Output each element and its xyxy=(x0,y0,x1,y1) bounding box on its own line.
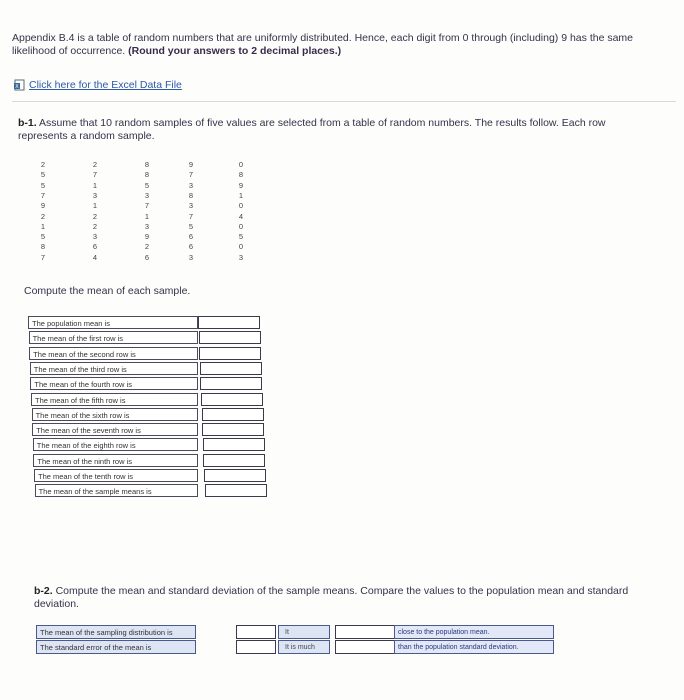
mean-row-label: The mean of the ninth row is xyxy=(33,454,198,467)
b2-label: b-2. xyxy=(34,585,53,597)
random-table-cell: 0 xyxy=(238,201,244,211)
sampling-mean-label: The mean of the sampling distribution is xyxy=(36,625,196,639)
mean-row-input[interactable] xyxy=(205,484,267,497)
random-table-cell: 8 xyxy=(238,170,244,180)
excel-file-icon xyxy=(14,79,26,91)
compute-instruction: Compute the mean of each sample. xyxy=(24,285,191,297)
random-table-row xyxy=(30,201,260,211)
random-table-cell: 8 xyxy=(188,190,194,200)
sampling-mean-compare-text: close to the population mean. xyxy=(394,625,554,639)
mean-row-input[interactable] xyxy=(204,469,266,482)
b1-text: Assume that 10 random samples of five values are selected from a table of random numbers. The results follow. Each row represents a random sample. xyxy=(18,117,606,142)
sampling-mean-compare-input[interactable] xyxy=(335,625,395,639)
random-table-cell: 4 xyxy=(92,252,98,262)
random-table-cell: 2 xyxy=(92,160,98,169)
random-table-cell: 3 xyxy=(144,190,150,200)
standard-error-select[interactable]: It is much xyxy=(278,640,330,654)
random-table-row xyxy=(30,170,260,180)
random-table-cell: 7 xyxy=(40,252,46,262)
mean-row-label: The mean of the fifth row is xyxy=(31,393,198,406)
b1-label: b-1. xyxy=(18,117,37,129)
random-table-cell: 8 xyxy=(144,170,150,180)
random-table-cell: 9 xyxy=(238,180,244,190)
random-table-cell: 1 xyxy=(92,180,98,190)
mean-row-label: The mean of the eighth row is xyxy=(33,438,198,451)
standard-error-input[interactable] xyxy=(236,640,276,654)
mean-row-label: The mean of the second row is xyxy=(29,347,198,360)
random-table-cell: 9 xyxy=(40,201,46,211)
random-table-row xyxy=(30,242,260,252)
mean-row-label: The mean of the first row is xyxy=(29,331,198,344)
random-table-cell: 6 xyxy=(92,242,98,252)
random-table-cell: 7 xyxy=(188,170,194,180)
random-table-cell: 8 xyxy=(40,242,46,252)
mean-row-label: The mean of the fourth row is xyxy=(30,377,198,390)
standard-error-row xyxy=(36,640,556,655)
mean-row-label: The population mean is xyxy=(28,316,198,329)
random-table-cell: 5 xyxy=(40,232,46,242)
mean-row-input[interactable] xyxy=(199,331,261,344)
random-table-cell: 1 xyxy=(40,221,46,231)
random-table-cell: 2 xyxy=(92,221,98,231)
random-table-cell: 9 xyxy=(188,160,194,169)
random-table-cell: 3 xyxy=(188,252,194,262)
mean-row-input[interactable] xyxy=(202,423,264,436)
excel-link-label: Click here for the Excel Data File xyxy=(29,79,182,91)
sampling-mean-row xyxy=(36,625,556,640)
random-table-cell: 6 xyxy=(188,242,194,252)
random-table-cell: 3 xyxy=(188,201,194,211)
mean-row-input[interactable] xyxy=(201,393,263,406)
random-table-row xyxy=(30,181,260,191)
random-table-cell: 2 xyxy=(40,160,46,169)
intro-rounding-note: (Round your answers to 2 decimal places.) xyxy=(128,45,342,57)
random-table-cell: 3 xyxy=(92,232,98,242)
random-table-cell: 2 xyxy=(92,211,98,221)
random-table-cell: 6 xyxy=(144,252,150,262)
mean-row-label: The mean of the sixth row is xyxy=(32,408,198,421)
mean-row-input[interactable] xyxy=(202,408,264,421)
random-table-row xyxy=(30,222,260,232)
random-table-cell: 5 xyxy=(40,180,46,190)
mean-row-input[interactable] xyxy=(200,377,262,390)
random-table-cell: 9 xyxy=(144,232,150,242)
random-table-cell: 3 xyxy=(188,180,194,190)
random-table-cell: 5 xyxy=(40,170,46,180)
problem-intro xyxy=(12,32,676,58)
random-table-cell: 2 xyxy=(144,242,150,252)
mean-row-input[interactable] xyxy=(203,454,265,467)
random-table-cell: 5 xyxy=(144,180,150,190)
random-table-cell: 6 xyxy=(188,232,194,242)
random-table-cell: 3 xyxy=(238,252,244,262)
random-table-cell: 8 xyxy=(144,160,150,169)
random-table-row xyxy=(30,191,260,201)
svg-text:X: X xyxy=(15,84,19,90)
random-table-cell: 0 xyxy=(238,221,244,231)
question-b1 xyxy=(18,117,658,143)
sampling-mean-select[interactable]: It xyxy=(278,625,330,639)
random-table-cell: 4 xyxy=(238,211,244,221)
random-table-cell: 2 xyxy=(40,211,46,221)
intro-text: Appendix B.4 is a table of random numbers that are uniformly distributed. Hence, each digit from 0 through (including) 9 has the same likelihood of occurrence. xyxy=(12,32,634,57)
sampling-mean-input[interactable] xyxy=(236,625,276,639)
random-table-row xyxy=(30,212,260,222)
mean-row-label: The mean of the sample means is xyxy=(35,484,198,497)
standard-error-compare-input[interactable] xyxy=(335,640,395,654)
random-table-cell: 5 xyxy=(188,221,194,231)
random-table-cell: 0 xyxy=(238,160,244,169)
random-table-cell: 0 xyxy=(238,242,244,252)
random-table-cell: 7 xyxy=(92,170,98,180)
random-table-cell: 5 xyxy=(238,232,244,242)
random-table-cell: 1 xyxy=(92,201,98,211)
random-table-cell: 7 xyxy=(40,190,46,200)
mean-row-input[interactable] xyxy=(200,362,262,375)
random-table-row xyxy=(30,253,260,263)
random-table-cell: 3 xyxy=(144,221,150,231)
random-table-row xyxy=(30,160,260,170)
random-table-row xyxy=(30,232,260,242)
mean-row-label: The mean of the seventh row is xyxy=(32,423,198,436)
random-table-cell: 1 xyxy=(238,190,244,200)
random-table-cell: 7 xyxy=(188,211,194,221)
mean-row-input[interactable] xyxy=(198,316,260,329)
b2-text: Compute the mean and standard deviation of the sample means. Compare the values to the population mean and standard deviation. xyxy=(34,585,629,610)
mean-row-input[interactable] xyxy=(203,438,265,451)
excel-data-link[interactable] xyxy=(14,79,182,91)
mean-row-label: The mean of the third row is xyxy=(30,362,198,375)
random-table-cell: 7 xyxy=(144,201,150,211)
mean-row-label: The mean of the tenth row is xyxy=(34,469,198,482)
mean-row-input[interactable] xyxy=(199,347,261,360)
question-b2 xyxy=(34,585,654,611)
random-table-cell: 3 xyxy=(92,190,98,200)
standard-error-compare-text: than the population standard deviation. xyxy=(394,640,554,654)
random-table-cell: 1 xyxy=(144,211,150,221)
section-divider xyxy=(12,101,676,102)
standard-error-label: The standard error of the mean is xyxy=(36,640,196,654)
